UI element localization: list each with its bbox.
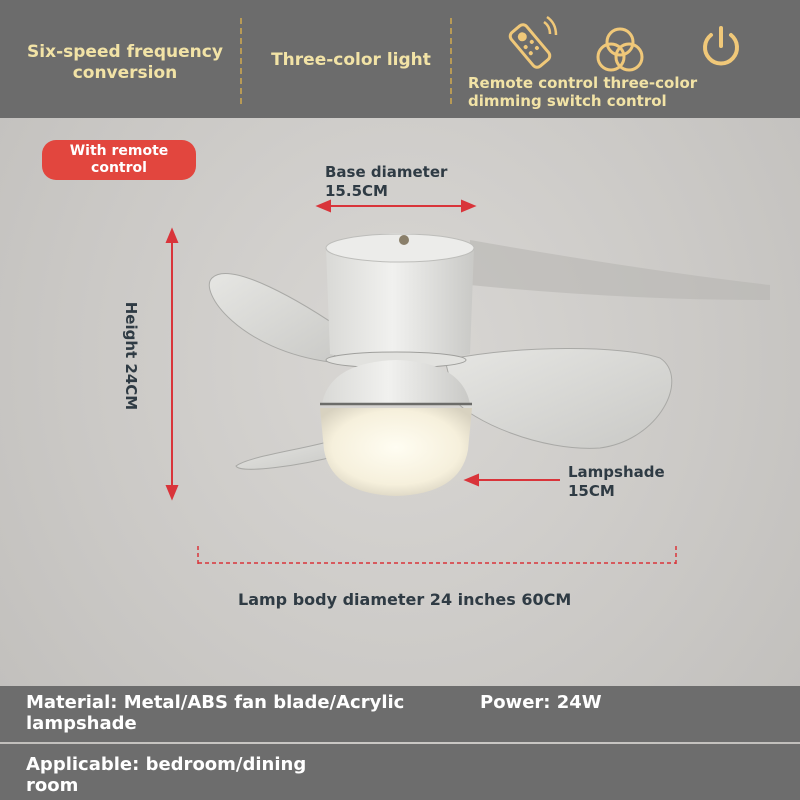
feature-control: Remote control three-color dimming switch control <box>468 74 698 110</box>
lampshade-arrow <box>466 475 560 485</box>
height-label: Height 24CM <box>122 301 140 411</box>
power-spec: Power: 24W <box>480 692 602 713</box>
base-diameter-value: 15.5CM <box>325 182 388 200</box>
lampshade-value: 15CM <box>568 482 615 500</box>
lampshade <box>320 408 472 496</box>
body-diameter-label: Lamp body diameter 24 inches 60CM <box>238 590 572 609</box>
fan-blade-right <box>445 348 672 448</box>
ceiling-shadow <box>470 240 770 300</box>
material-spec: Material: Metal/ABS fan blade/Acrylic lampshade <box>26 692 405 734</box>
screw <box>399 235 409 245</box>
height-arrow <box>167 230 177 498</box>
base-diameter-label: Base diameter <box>325 163 448 181</box>
base-diameter-arrow <box>318 201 474 211</box>
applicable-spec: Applicable: bedroom/dining room <box>26 754 307 796</box>
feature-speed: Six-speed frequency conversion <box>27 42 223 83</box>
feature-light: Three-color light <box>271 50 431 70</box>
body-diameter-bracket <box>198 546 676 564</box>
remote-control-badge: With remote control <box>42 140 196 180</box>
lampshade-label: Lampshade <box>568 463 665 481</box>
